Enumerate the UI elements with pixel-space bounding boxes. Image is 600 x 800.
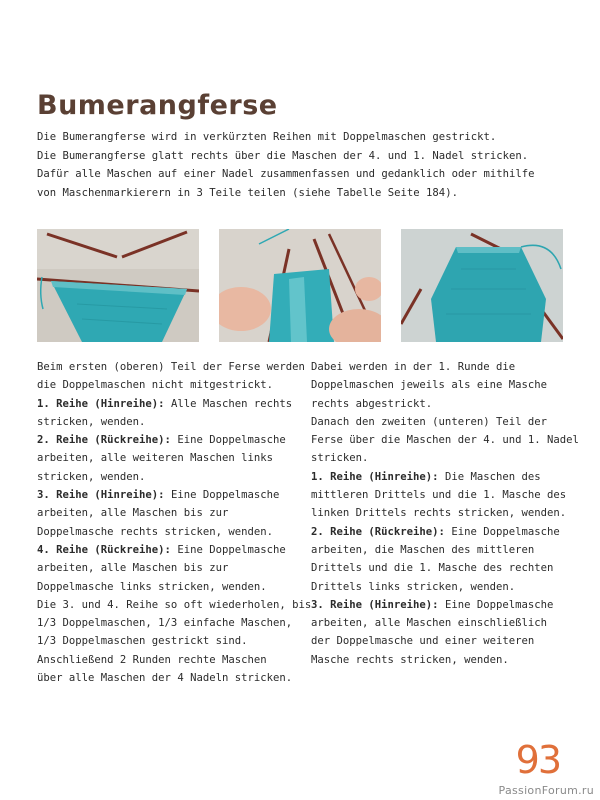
- text-line: arbeiten, alle weiteren Maschen links: [37, 452, 273, 465]
- text-line: 2. Reihe (Rückreihe): Eine Doppelmasche: [37, 434, 286, 447]
- text-line: 4. Reihe (Rückreihe): Eine Doppelmasche: [37, 543, 286, 556]
- text-line: Die 3. und 4. Reihe so oft wiederholen, bis: [37, 598, 312, 611]
- text-line: über alle Maschen der 4 Nadeln stricken.: [37, 672, 293, 685]
- text-line: Doppelmasche rechts stricken, wenden.: [37, 525, 273, 538]
- text-line: 3. Reihe (Hinreihe): Eine Doppelmasche: [311, 598, 554, 611]
- text-line: Danach den zweiten (unteren) Teil der: [311, 415, 547, 428]
- text-line: arbeiten, alle Maschen bis zur: [37, 507, 229, 520]
- watermark: PassionForum.ru: [498, 784, 594, 797]
- text-line: 3. Reihe (Hinreihe): Eine Doppelmasche: [37, 489, 280, 502]
- photo-heel-step-2: [219, 229, 381, 342]
- text-line: Doppelmasche links stricken, wenden.: [37, 580, 267, 593]
- text-line: 1. Reihe (Hinreihe): Die Maschen des: [311, 470, 541, 483]
- text-line: Drittels links stricken, wenden.: [311, 580, 516, 593]
- text-line: arbeiten, alle Maschen bis zur: [37, 562, 229, 575]
- text-line: linken Drittels rechts stricken, wenden.: [311, 507, 567, 520]
- page-number: 93: [515, 738, 560, 782]
- text-line: arbeiten, alle Maschen einschließlich: [311, 617, 547, 630]
- text-line: Ferse über die Maschen der 4. und 1. Nadel: [311, 434, 579, 447]
- text-line: stricken.: [311, 452, 369, 465]
- text-line: rechts abgestrickt.: [311, 397, 433, 410]
- text-line: mittleren Drittels und die 1. Masche des: [311, 489, 567, 502]
- text-line: der Doppelmasche und einer weiteren: [311, 635, 535, 648]
- text-line: 1/3 Doppelmaschen, 1/3 einfache Maschen,: [37, 617, 293, 630]
- text-line: arbeiten, die Maschen des mittleren: [311, 543, 535, 556]
- text-line: Masche rechts stricken, wenden.: [311, 653, 509, 666]
- intro-paragraph: [37, 128, 577, 202]
- intro-line: Dafür alle Maschen auf einer Nadel zusammenfassen und gedanklich oder mithilfe: [37, 168, 535, 180]
- text-line: 2. Reihe (Rückreihe): Eine Doppelmasche: [311, 525, 560, 538]
- intro-line: Die Bumerangferse wird in verkürzten Reihen mit Doppelmaschen gestrickt.: [37, 131, 497, 143]
- text-line: Doppelmaschen jeweils als eine Masche: [311, 379, 547, 392]
- text-line: 1/3 Doppelmaschen gestrickt sind.: [37, 635, 248, 648]
- text-line: Drittels und die 1. Masche des rechten: [311, 562, 554, 575]
- section-title: Bumerangferse: [37, 90, 278, 121]
- text-line: Beim ersten (oberen) Teil der Ferse werden: [37, 361, 305, 373]
- photo-heel-step-1: [37, 229, 199, 342]
- left-column: [37, 358, 311, 687]
- text-line: stricken, wenden.: [37, 470, 146, 483]
- text-line: stricken, wenden.: [37, 415, 146, 428]
- right-column: [311, 358, 579, 669]
- photo-heel-step-3: [401, 229, 563, 342]
- intro-line: Die Bumerangferse glatt rechts über die Maschen der 4. und 1. Nadel stricken.: [37, 149, 529, 162]
- text-line: Anschließend 2 Runden rechte Maschen: [37, 653, 267, 666]
- intro-line: von Maschenmarkierern in 3 Teile teilen (siehe Tabelle Seite 184).: [37, 186, 458, 199]
- text-line: 1. Reihe (Hinreihe): Alle Maschen rechts: [37, 397, 293, 410]
- text-line: Dabei werden in der 1. Runde die: [311, 361, 516, 373]
- text-line: die Doppelmaschen nicht mitgestrickt.: [37, 379, 273, 392]
